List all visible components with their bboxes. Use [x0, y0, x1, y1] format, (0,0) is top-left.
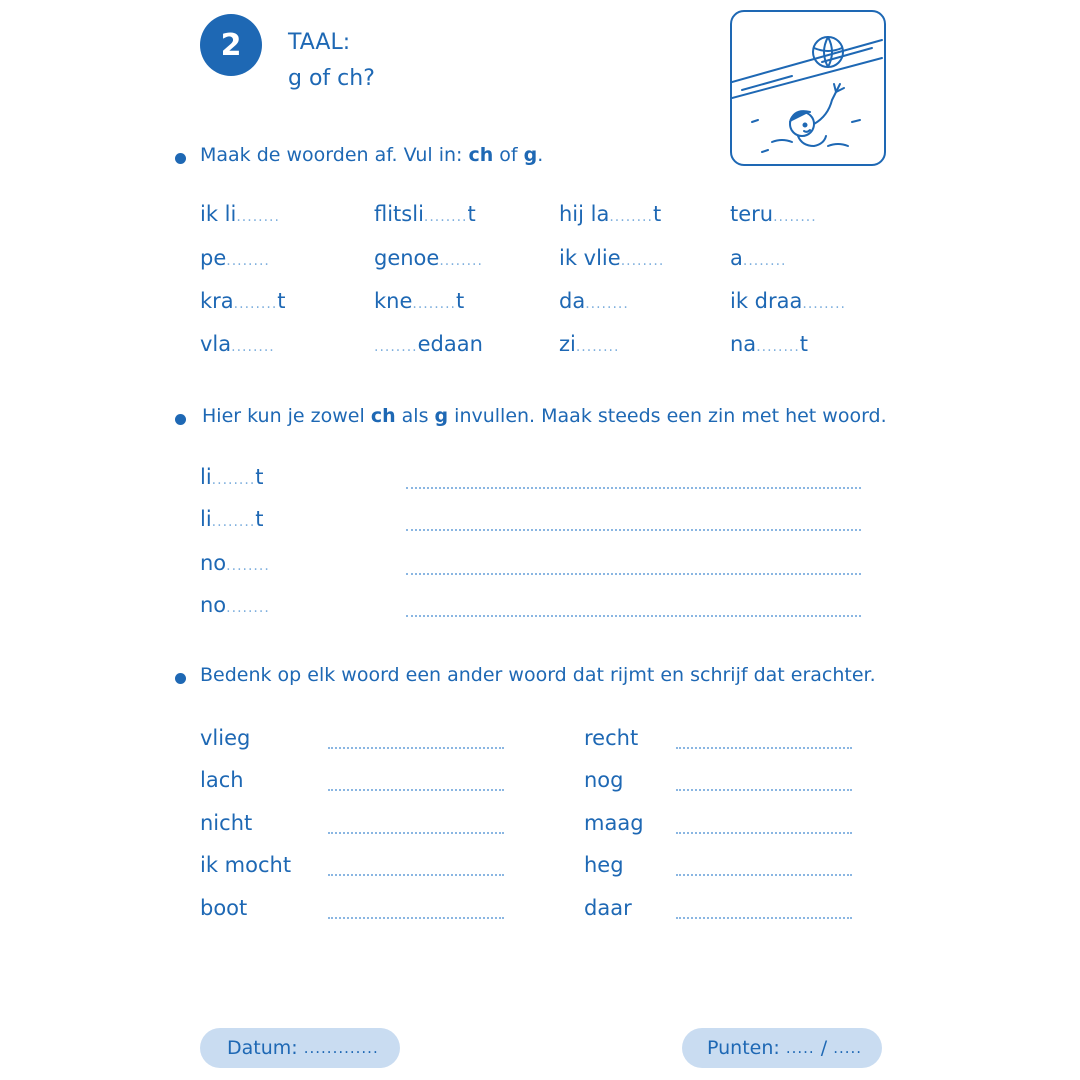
rhyme-word: nicht	[200, 811, 253, 835]
child-swimming-with-beach-ball-icon	[730, 10, 886, 166]
word-start: genoe	[374, 246, 440, 270]
fill-in-word[interactable]	[200, 246, 270, 270]
instruction-3: Bedenk op elk woord een ander woord dat rijmt en schrijf dat erachter.	[200, 664, 876, 686]
fill-in-word[interactable]	[374, 202, 476, 226]
sentence-line[interactable]	[406, 487, 861, 489]
blank-dots[interactable]: ........	[756, 339, 800, 355]
word-end: t	[467, 202, 476, 226]
rhyme-answer-line[interactable]	[328, 917, 504, 919]
blank-dots[interactable]: ........	[412, 296, 456, 312]
blank-dots[interactable]: ........	[575, 339, 620, 355]
blank-dots[interactable]: ........	[236, 209, 280, 225]
word-start: no	[200, 551, 227, 575]
bullet	[175, 153, 186, 164]
date-field[interactable]: Datum: .............	[200, 1028, 400, 1068]
rhyme-word: vlieg	[200, 726, 251, 750]
rhyme-answer-line[interactable]	[328, 874, 504, 876]
rhyme-word: daar	[584, 896, 632, 920]
sentence-line[interactable]	[406, 573, 861, 575]
fill-in-word[interactable]	[730, 332, 808, 356]
fill-in-word[interactable]	[200, 332, 275, 356]
word-start: kne	[374, 289, 413, 313]
fill-in-word[interactable]	[200, 507, 264, 531]
rhyme-word: ik mocht	[200, 853, 292, 877]
blank-dots[interactable]: ........	[374, 339, 418, 355]
fill-in-word[interactable]	[200, 202, 280, 226]
page-title: TAAL:	[288, 30, 351, 55]
word-end: edaan	[417, 332, 483, 356]
word-start: no	[200, 593, 227, 617]
rhyme-answer-line[interactable]	[676, 789, 852, 791]
word-start: teru	[730, 202, 774, 226]
rhyme-answer-line[interactable]	[328, 747, 504, 749]
fill-in-word[interactable]	[200, 551, 270, 575]
word-end: t	[652, 202, 662, 226]
word-end: t	[799, 332, 809, 356]
word-start: hij la	[559, 202, 610, 226]
sentence-line[interactable]	[406, 529, 861, 531]
blank-dots[interactable]: ........	[226, 600, 270, 616]
word-start: pe	[200, 246, 227, 270]
word-start: li	[200, 507, 212, 531]
rhyme-word: lach	[200, 768, 244, 792]
word-start: ik vlie	[559, 246, 621, 270]
word-start: a	[730, 246, 743, 270]
rhyme-answer-line[interactable]	[676, 832, 852, 834]
fill-in-word[interactable]	[374, 246, 483, 270]
blank-dots[interactable]: ........	[585, 296, 629, 312]
rhyme-word: maag	[584, 811, 644, 835]
blank-dots[interactable]: ........	[226, 253, 270, 269]
blank-dots[interactable]: ........	[439, 253, 483, 269]
fill-in-word[interactable]	[730, 246, 786, 270]
blank-dots[interactable]: ........	[742, 253, 787, 269]
rhyme-answer-line[interactable]	[328, 832, 504, 834]
fill-in-word[interactable]	[730, 202, 817, 226]
fill-in-word[interactable]	[200, 593, 270, 617]
sentence-line[interactable]	[406, 615, 861, 617]
rhyme-word: nog	[584, 768, 624, 792]
fill-in-word[interactable]	[559, 202, 661, 226]
blank-dots[interactable]: ........	[423, 209, 468, 225]
word-end: t	[255, 465, 264, 489]
blank-dots[interactable]: ........	[211, 472, 256, 488]
fill-in-word[interactable]	[200, 465, 264, 489]
page-subtitle: g of ch?	[288, 66, 375, 91]
word-start: zi	[559, 332, 576, 356]
bullet	[175, 673, 186, 684]
rhyme-answer-line[interactable]	[676, 747, 852, 749]
rhyme-word: boot	[200, 896, 248, 920]
word-end: t	[456, 289, 465, 313]
blank-dots[interactable]: ........	[211, 514, 256, 530]
blank-dots[interactable]: ........	[233, 296, 278, 312]
word-start: ik li	[200, 202, 237, 226]
word-start: na	[730, 332, 757, 356]
blank-dots[interactable]: ........	[802, 296, 846, 312]
blank-dots[interactable]: ........	[226, 558, 270, 574]
rhyme-answer-line[interactable]	[676, 917, 852, 919]
word-start: flitsli	[374, 202, 424, 226]
exercise-number-badge: 2	[200, 14, 262, 76]
fill-in-word[interactable]	[200, 289, 286, 313]
blank-dots[interactable]: ........	[609, 209, 653, 225]
rhyme-word: recht	[584, 726, 639, 750]
rhyme-word: heg	[584, 853, 624, 877]
word-start: kra	[200, 289, 234, 313]
fill-in-word[interactable]	[559, 246, 664, 270]
blank-dots[interactable]: ........	[620, 253, 665, 269]
instruction-2: Hier kun je zowel ch als g invullen. Maak steeds een zin met het woord.	[202, 405, 887, 427]
word-start: vla	[200, 332, 232, 356]
blank-dots[interactable]: ........	[231, 339, 275, 355]
fill-in-word[interactable]	[374, 332, 483, 356]
word-end: t	[277, 289, 286, 313]
word-start: da	[559, 289, 586, 313]
fill-in-word[interactable]	[559, 289, 629, 313]
blank-dots[interactable]: ........	[773, 209, 817, 225]
fill-in-word[interactable]	[730, 289, 846, 313]
score-field[interactable]: Punten: ..... / .....	[682, 1028, 882, 1068]
bullet	[175, 414, 186, 425]
word-start: ik draa	[730, 289, 803, 313]
word-end: t	[255, 507, 264, 531]
fill-in-word[interactable]	[559, 332, 619, 356]
rhyme-answer-line[interactable]	[328, 789, 504, 791]
rhyme-answer-line[interactable]	[676, 874, 852, 876]
word-start: li	[200, 465, 212, 489]
fill-in-word[interactable]	[374, 289, 464, 313]
instruction-1: Maak de woorden af. Vul in: ch of g.	[200, 144, 544, 166]
